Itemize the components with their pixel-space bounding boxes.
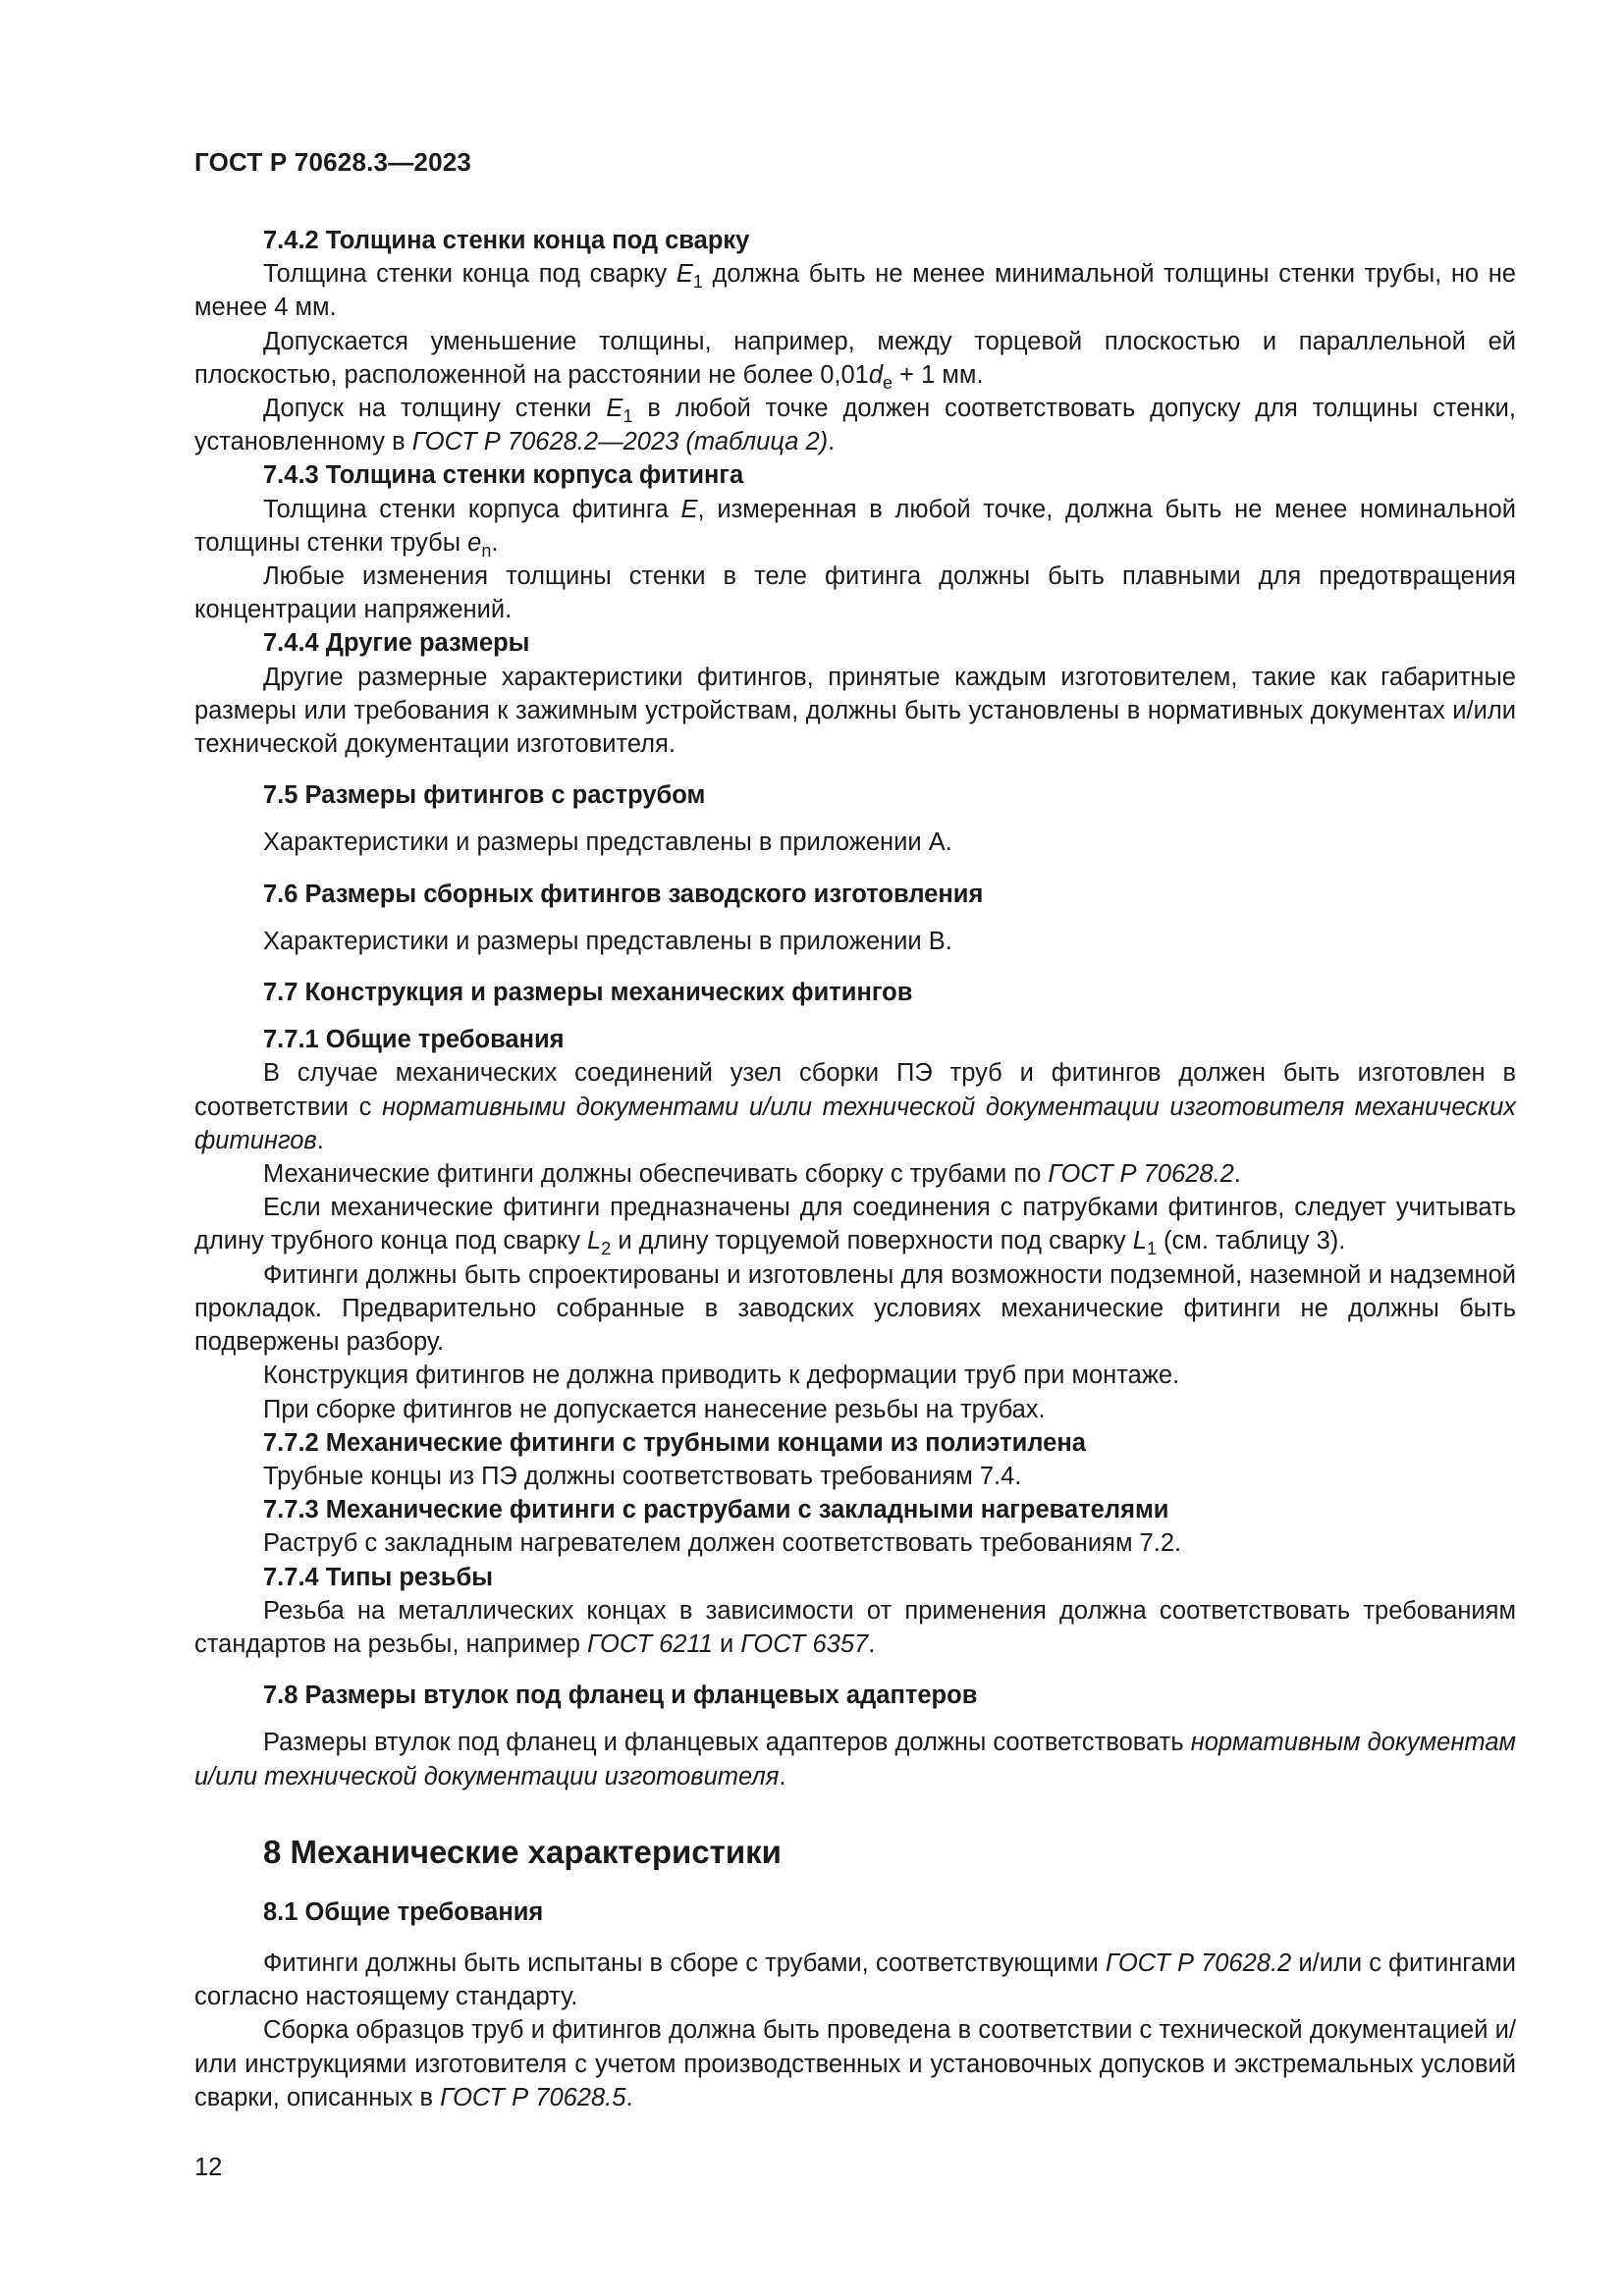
section-7-4-3-heading: 7.4.3 Толщина стенки корпуса фитинга (263, 461, 744, 490)
section-7-4-3-paragraph-1: Толщина стенки корпуса фитинга E, измеренная в любой точке, должна быть не менее номинальной толщины стенки трубы $e_n$. (194, 495, 1516, 561)
section-8-1-paragraph-2: Сборка образцов труб и фитингов должна быть проведена в соответствии с технической документацией и/или инструкциями изготовителя с учетом производственных и установочных допусков и экстремальных условий сварки, описанных в ГОСТ Р 70628.5. (194, 2016, 1516, 2111)
section-7-4-3-paragraph-2: Любые изменения толщины стенки в теле фитинга должны быть плавными для предотвращения концентрации напряжений. (194, 562, 1516, 624)
section-7-4-4-paragraph-1: Другие размерные характеристики фитингов, принятые каждым изготовителем, такие как габаритные размеры или требования к зажимным устройствам, должны быть установлены в нормативных документах и/или технической документации изготовителя. (194, 663, 1516, 759)
section-8-heading: 8 Механические характеристики (263, 1833, 782, 1870)
section-7-7-1-paragraph-6: При сборке фитингов не допускается нанесение резьбы на трубах. (263, 1395, 1046, 1423)
section-7-8-heading: 7.8 Размеры втулок под фланец и фланцевых адаптеров (263, 1682, 978, 1710)
section-7-4-2-paragraph-2: Допускается уменьшение толщины, например, между торцевой плоскостью и параллельной ей плоскостью, расположенной на расстоянии не более $0,01d_e + 1$ мм. (194, 327, 1516, 393)
section-7-7-3-heading: 7.7.3 Механические фитинги с раструбами с закладными нагревателями (263, 1496, 1169, 1524)
section-7-7-1-paragraph-2: Механические фитинги должны обеспечивать сборку с трубами по ГОСТ Р 70628.2. (263, 1160, 1241, 1189)
section-7-7-3-paragraph-1: Раструб с закладным нагревателем должен соответствовать требованиям 7.2. (263, 1529, 1182, 1558)
section-7-7-1-heading: 7.7.1 Общие требования (263, 1026, 565, 1054)
section-8-1-paragraph-1: Фитинги должны быть испытаны в сборе с трубами, соответствующими ГОСТ Р 70628.2 и/или с фитингами согласно настоящему стандарту. (194, 1949, 1516, 2011)
section-7-7-1-paragraph-3: Если механические фитинги предназначены для соединения с патрубками фитингов, следует учитывать длину трубного конца под сварку $L_2$ и длину торцуемой поверхности под сварку $L_1$ (см. таблицу 3). (194, 1194, 1516, 1259)
standard-reference: ГОСТ Р 70628.2 (1105, 1949, 1292, 1977)
standard-reference: ГОСТ 6211 (587, 1629, 713, 1658)
section-7-7-2-paragraph-1: Трубные концы из ПЭ должны соответствовать требованиям 7.4. (263, 1462, 1022, 1490)
section-7-4-4-heading: 7.4.4 Другие размеры (263, 629, 530, 658)
section-7-4-2-paragraph-3: Допуск на толщину стенки $E_1$ в любой точке должен соответствовать допуску для толщины стенки, установленному в ГОСТ Р 70628.2—2023 (таблица 2). (194, 395, 1516, 456)
page-content (194, 224, 1516, 2114)
section-7-5-heading: 7.5 Размеры фитингов с раструбом (263, 781, 706, 810)
standard-reference: ГОСТ Р 70628.2—2023 (таблица 2) (411, 428, 829, 456)
section-7-7-heading: 7.7 Конструкция и размеры механических фитингов (263, 979, 913, 1007)
standard-reference: ГОСТ 6357 (740, 1629, 869, 1658)
section-7-4-2-paragraph-1: Толщина стенки конца под сварку $E_1$ должна быть не менее минимальной толщины стенки трубы, но не менее 4 мм. (194, 260, 1516, 322)
section-7-7-4-paragraph-1: Резьба на металлических концах в зависимости от применения должна соответствовать требованиям стандартов на резьбы, например ГОСТ 6211 и ГОСТ 6357. (194, 1596, 1516, 1658)
section-7-7-1-paragraph-5: Конструкция фитингов не должна приводить к деформации труб при монтаже. (263, 1362, 1180, 1390)
standard-reference: ГОСТ Р 70628.5 (440, 2083, 626, 2111)
section-7-4-2-heading: 7.4.2 Толщина стенки конца под сварку (263, 227, 750, 254)
section-7-6-paragraph-1: Характеристики и размеры представлены в приложении В. (263, 927, 952, 955)
section-7-7-2-heading: 7.7.2 Механические фитинги с трубными концами из полиэтилена (263, 1428, 1086, 1457)
standard-code-header: ГОСТ Р 70628.3—2023 (194, 147, 472, 177)
section-8-1-heading: 8.1 Общие требования (263, 1897, 544, 1926)
section-7-5-paragraph-1: Характеристики и размеры представлены в приложении А. (263, 828, 952, 857)
section-7-8-paragraph-1: Размеры втулок под фланец и фланцевых адаптеров должны соответствовать нормативным документам и/или технической документации изготовителя. (194, 1729, 1516, 1790)
section-7-7-1-paragraph-1: В случае механических соединений узел сборки ПЭ труб и фитингов должен быть изготовлен в соответствии с нормативными документами и/или технической документации изготовителя механических фитингов. (194, 1059, 1516, 1154)
section-7-7-1-paragraph-4: Фитинги должны быть спроектированы и изготовлены для возможности подземной, наземной и надземной прокладок. Предварительно собранные в заводских условиях механические фитинги не должны быть подвержены разбору. (194, 1260, 1516, 1357)
section-7-7-4-heading: 7.7.4 Типы резьбы (263, 1563, 493, 1591)
standard-reference: ГОСТ Р 70628.2 (1048, 1160, 1234, 1189)
section-7-6-heading: 7.6 Размеры сборных фитингов заводского изготовления (263, 880, 984, 908)
page-number: 12 (194, 2154, 223, 2181)
